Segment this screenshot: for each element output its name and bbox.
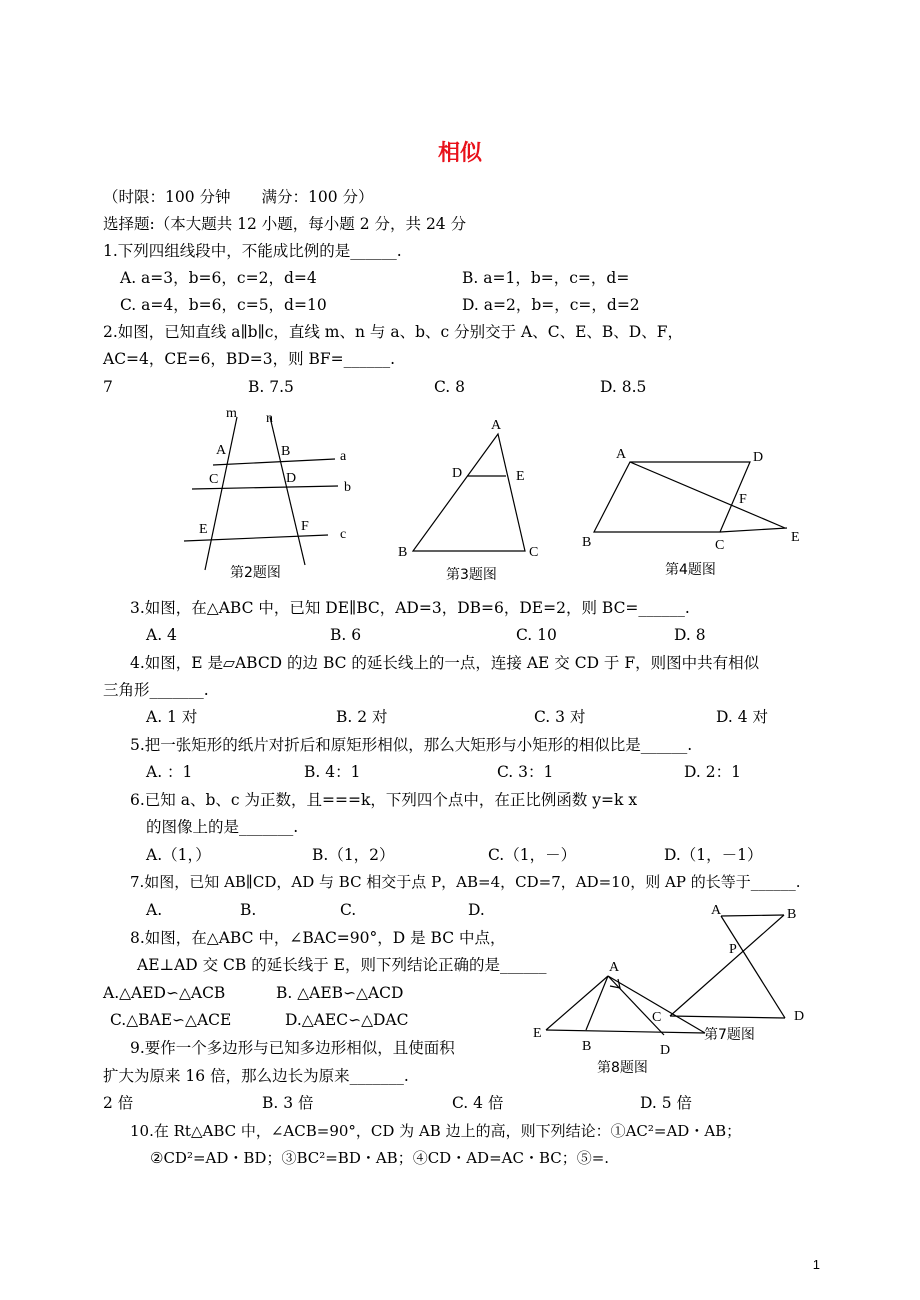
q3-option-c: C. 10	[516, 626, 557, 644]
q9-stem-line1: 9.要作一个多边形与已知多边形相似，且使面积	[130, 1039, 455, 1057]
fig4-label-F: F	[739, 492, 747, 507]
q2-option-c: C. 8	[434, 378, 466, 396]
q8-option-a: A.△AED∽△ACB	[103, 984, 226, 1002]
q6-stem-line2: 的图像上的是_______.	[146, 818, 299, 836]
q1-option-c: C. a=4，b=6，c=5，d=10	[120, 296, 327, 314]
q4-option-b: B. 2 对	[336, 708, 388, 726]
q8-option-c: C.△BAE∽△ACE	[110, 1011, 232, 1029]
q2-option-b: B. 7.5	[248, 378, 294, 396]
q6-option-d: D.（1，－1）	[664, 846, 763, 864]
q7-option-d: D.	[468, 901, 485, 919]
q1-stem: 1.下列四组线段中，不能成比例的是______.	[103, 242, 402, 260]
q4-option-c: C. 3 对	[534, 708, 586, 726]
figure-8-diagram	[530, 955, 730, 1065]
fig2-label-F: F	[301, 519, 309, 534]
figure-4-caption: 第4题图	[665, 562, 716, 578]
fig3-label-A: A	[491, 418, 502, 433]
time-score-info: （时限：100 分钟 满分：100 分）	[103, 188, 374, 206]
q2-option-d: D. 8.5	[600, 378, 647, 396]
q5-option-d: D. 2：1	[684, 763, 741, 781]
q8-option-d: D.△AEC∽△DAC	[285, 1011, 409, 1029]
q3-option-b: B. 6	[330, 626, 362, 644]
page-title: 相似	[437, 141, 482, 166]
figure-3-diagram	[395, 412, 555, 572]
figure-7-caption: 第7题图	[704, 1027, 755, 1043]
fig7-label-P: P	[729, 942, 737, 957]
q8-option-b: B. △AEB∽△ACD	[276, 984, 404, 1002]
fig8-label-D: D	[660, 1043, 671, 1058]
fig3-label-C: C	[529, 545, 539, 560]
q10-stem-line1: 10.在 Rt△ABC 中，∠ACB=90°，CD 为 AB 边上的高，则下列结论：①AC²=AD・AB；	[130, 1122, 742, 1140]
q7-option-b: B.	[240, 901, 257, 919]
fig4-label-E: E	[791, 530, 800, 545]
q4-option-d: D. 4 对	[716, 708, 769, 726]
fig3-label-B: B	[398, 545, 408, 560]
fig8-label-A: A	[609, 960, 620, 975]
fig2-label-B: B	[281, 444, 291, 459]
fig7-label-D: D	[794, 1009, 805, 1024]
q2-option-a: 7	[103, 378, 113, 396]
q1-option-b: B. a=1，b=，c=，d=	[462, 269, 630, 287]
q6-option-c: C.（1，－）	[488, 846, 577, 864]
figure-4-diagram	[575, 440, 815, 560]
q7-option-a: A.	[146, 901, 163, 919]
q5-option-c: C. 3：1	[497, 763, 554, 781]
fig7-label-A: A	[711, 903, 722, 918]
q7-stem: 7.如图，已知 AB∥CD，AD 与 BC 相交于点 P，AB=4，CD=7，AD=10，则 AP 的长等于______.	[130, 873, 801, 891]
fig2-label-D: D	[286, 471, 297, 486]
fig2-label-c: c	[340, 527, 347, 542]
fig8-label-B: B	[582, 1039, 592, 1054]
q4-option-a: A. 1 对	[146, 708, 198, 726]
fig2-label-a: a	[340, 449, 347, 464]
q6-stem-line1: 6.已知 a、b、c 为正数，且===k，下列四个点中，在正比例函数 y=k x	[130, 791, 638, 809]
q9-option-b: B. 3 倍	[262, 1094, 314, 1112]
q8-stem-line2: AE⊥AD 交 CB 的延长线于 E，则下列结论正确的是______	[137, 956, 547, 974]
q9-option-d: D. 5 倍	[640, 1094, 693, 1112]
fig2-label-E: E	[199, 522, 208, 537]
q1-option-d: D. a=2，b=，c=，d=2	[462, 296, 640, 314]
figure-3-caption: 第3题图	[446, 567, 497, 583]
q8-stem-line1: 8.如图，在△ABC 中，∠BAC=90°，D 是 BC 中点，	[130, 929, 506, 947]
fig7-label-C: C	[652, 1010, 662, 1025]
q4-stem-line1: 4.如图，E 是▱ABCD 的边 BC 的延长线上的一点，连接 AE 交 CD 于 F，则图中共有相似	[130, 654, 760, 672]
figure-2-caption: 第2题图	[230, 565, 281, 581]
q3-option-a: A. 4	[146, 626, 177, 644]
fig4-label-B: B	[582, 535, 592, 550]
q10-stem-line2: ②CD²=AD・BD；③BC²=BD・AB；④CD・AD=AC・BC；⑤=.	[150, 1149, 610, 1167]
section-heading: 选择题:（本大题共 12 小题，每小题 2 分，共 24 分	[103, 215, 467, 233]
q2-stem-line1: 2.如图，已知直线 a∥b∥c，直线 m、n 与 a、b、c 分别交于 A、C、E、B、D、F，	[103, 323, 683, 341]
fig2-label-b: b	[344, 480, 351, 495]
fig7-label-B: B	[787, 907, 797, 922]
q9-stem-line2: 扩大为原来 16 倍，那么边长为原来_______.	[103, 1067, 409, 1085]
fig8-label-E: E	[533, 1026, 542, 1041]
q1-option-a: A. a=3，b=6，c=2，d=4	[120, 269, 317, 287]
q4-stem-line2: 三角形_______.	[103, 681, 209, 699]
q9-option-a: 2 倍	[103, 1094, 134, 1112]
q2-stem-line2: AC=4，CE=6，BD=3，则 BF=______.	[103, 350, 396, 368]
q6-option-b: B.（1，2）	[312, 846, 395, 864]
fig2-label-A: A	[216, 443, 227, 458]
fig3-label-E: E	[516, 469, 525, 484]
figure-2-diagram	[180, 405, 370, 575]
figure-8-caption: 第8题图	[597, 1060, 648, 1076]
fig4-label-A: A	[616, 447, 627, 462]
page-number: 1	[812, 1257, 820, 1272]
fig2-label-C: C	[209, 472, 219, 487]
q3-option-d: D. 8	[674, 626, 706, 644]
q7-option-c: C.	[340, 901, 357, 919]
fig4-label-D: D	[753, 450, 764, 465]
q5-stem: 5.把一张矩形的纸片对折后和原矩形相似，那么大矩形与小矩形的相似比是______.	[130, 736, 693, 754]
q6-option-a: A.（1，）	[146, 846, 211, 864]
q3-stem: 3.如图，在△ABC 中，已知 DE∥BC，AD=3，DB=6，DE=2，则 BC=______.	[130, 599, 690, 617]
q5-option-a: A. ：1	[146, 763, 193, 781]
fig4-label-C: C	[715, 538, 725, 553]
fig2-label-m: m	[226, 406, 237, 421]
fig2-label-n: n	[266, 411, 273, 426]
fig3-label-D: D	[452, 466, 463, 481]
q5-option-b: B. 4：1	[304, 763, 361, 781]
q9-option-c: C. 4 倍	[452, 1094, 504, 1112]
